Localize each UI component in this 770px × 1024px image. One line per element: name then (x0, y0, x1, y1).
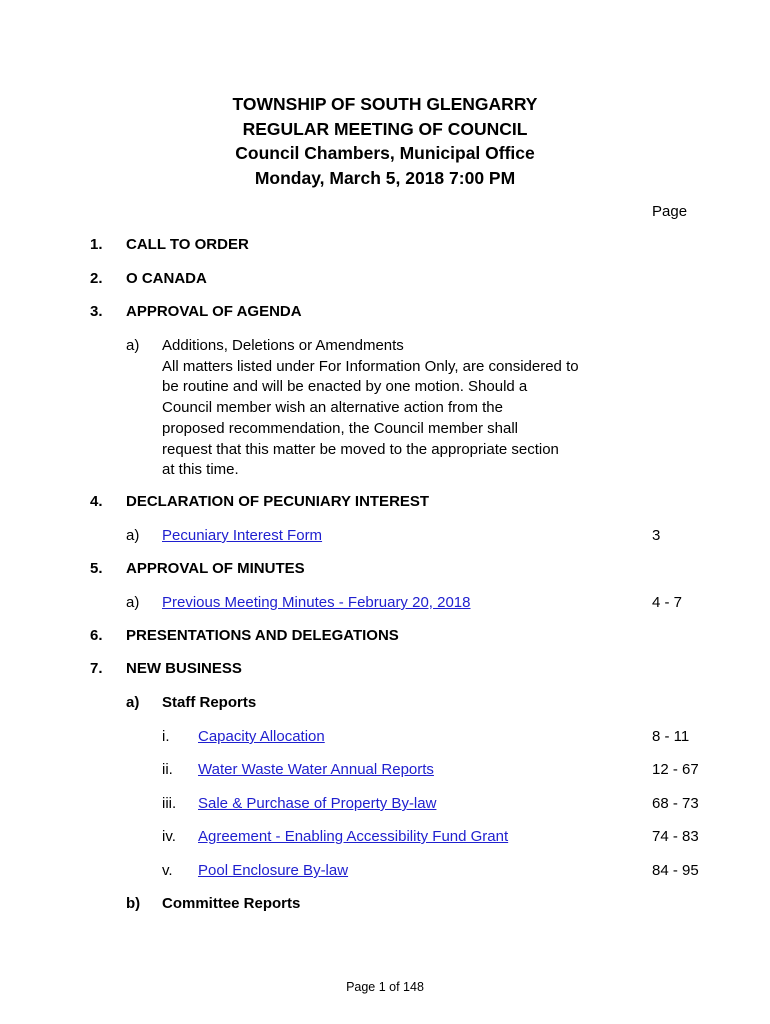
roman-numeral-label: i. (162, 728, 170, 745)
meeting-datetime: Monday, March 5, 2018 7:00 PM (254, 167, 516, 188)
page-reference: 3 (652, 527, 661, 544)
paragraph-line: Council member wish an alternative action from the (162, 399, 503, 417)
item-declaration-of-pecuniary-interest: DECLARATION OF PECUNIARY INTEREST (126, 493, 430, 510)
sale-purchase-property-bylaw-link[interactable]: Sale & Purchase of Property By-law (198, 795, 437, 812)
township-name: TOWNSHIP OF SOUTH GLENGARRY (232, 94, 538, 114)
page-column-label: Page (652, 203, 688, 220)
item-call-to-order: CALL TO ORDER (126, 236, 249, 253)
item-number: 1. (90, 236, 103, 253)
page-reference: 74 - 83 (652, 828, 699, 845)
agenda-title-block (0, 92, 770, 190)
paragraph-line: proposed recommendation, the Council member shall (162, 419, 519, 437)
item-new-business: NEW BUSINESS (126, 660, 242, 677)
page-reference: 12 - 67 (652, 761, 699, 778)
item-number: 7. (90, 660, 103, 677)
pool-enclosure-bylaw-link[interactable]: Pool Enclosure By-law (198, 862, 349, 879)
page-reference: 84 - 95 (652, 862, 699, 879)
capacity-allocation-link[interactable]: Capacity Allocation (198, 728, 325, 745)
committee-reports-heading: Committee Reports (162, 895, 301, 912)
item-number: 6. (90, 627, 103, 644)
roman-numeral-label: iii. (162, 795, 177, 812)
meeting-location: Council Chambers, Municipal Office (235, 143, 535, 163)
item-number: 3. (90, 303, 103, 320)
meeting-type: REGULAR MEETING OF COUNCIL (242, 118, 528, 139)
accessibility-fund-grant-link[interactable]: Agreement - Enabling Accessibility Fund Grant (198, 828, 509, 845)
item-o-canada: O CANADA (126, 270, 207, 287)
page-reference: 8 - 11 (652, 728, 690, 745)
sub-item-label: b) (126, 895, 141, 912)
page-footer: Page 1 of 148 (346, 980, 424, 994)
pecuniary-interest-form-link[interactable]: Pecuniary Interest Form (162, 527, 323, 544)
previous-meeting-minutes-link[interactable]: Previous Meeting Minutes - February 20, 2018 (162, 594, 471, 611)
paragraph-line: Additions, Deletions or Amendments (162, 337, 404, 354)
staff-reports-heading: Staff Reports (162, 694, 257, 711)
roman-numeral-label: ii. (162, 761, 173, 778)
item-number: 2. (90, 270, 103, 287)
item-approval-of-agenda: APPROVAL OF AGENDA (126, 303, 302, 320)
item-approval-of-minutes: APPROVAL OF MINUTES (126, 560, 305, 577)
page-reference: 68 - 73 (652, 795, 699, 812)
sub-item-label: a) (126, 694, 140, 711)
water-waste-water-reports-link[interactable]: Water Waste Water Annual Reports (198, 761, 434, 778)
item-presentations-and-delegations: PRESENTATIONS AND DELEGATIONS (126, 627, 399, 644)
item-number: 4. (90, 493, 103, 510)
paragraph-line: request that this matter be moved to the appropriate section (162, 440, 559, 458)
item-number: 5. (90, 560, 103, 577)
sub-item-label: a) (126, 527, 140, 544)
page-reference: 4 - 7 (652, 594, 683, 611)
paragraph-line: be routine and will be enacted by one motion. Should a (162, 378, 528, 396)
sub-item-label: a) (126, 337, 140, 354)
paragraph-line: at this time. (162, 461, 239, 479)
roman-numeral-label: v. (162, 862, 173, 879)
paragraph-line: All matters listed under For Information Only, are considered to (162, 357, 579, 375)
agenda-amendments-text (162, 336, 579, 481)
sub-item-label: a) (126, 594, 140, 611)
roman-numeral-label: iv. (162, 828, 176, 845)
